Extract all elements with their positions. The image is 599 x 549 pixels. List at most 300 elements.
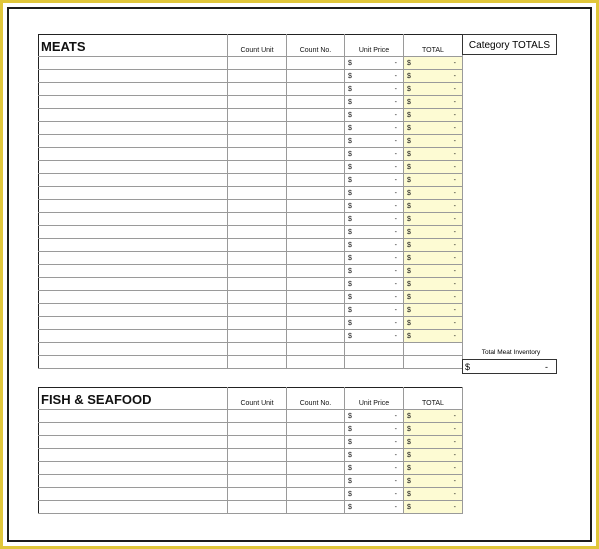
meats-total-cell[interactable] <box>404 83 463 96</box>
fish-total-cell[interactable] <box>404 462 463 475</box>
meats-count-unit-cell[interactable] <box>228 57 287 70</box>
meats-col-total: TOTAL <box>404 35 463 57</box>
currency-symbol: $ <box>348 202 352 210</box>
meats-item-cell[interactable] <box>39 96 228 109</box>
currency-symbol: $ <box>348 293 352 301</box>
meats-total-cell[interactable] <box>404 252 463 265</box>
meats-count-no-cell[interactable] <box>287 252 345 265</box>
meats-count-no-cell[interactable] <box>287 83 345 96</box>
meats-count-no-cell[interactable] <box>287 109 345 122</box>
meats-count-unit-cell[interactable] <box>228 161 287 174</box>
currency-symbol: $ <box>407 59 411 67</box>
fish-total-cell[interactable] <box>404 475 463 488</box>
currency-symbol: $ <box>407 503 411 511</box>
currency-value <box>404 504 462 511</box>
amount-value: - <box>453 306 456 314</box>
amount-value: - <box>453 241 456 249</box>
amount-value: - <box>394 111 397 119</box>
amount-value: - <box>394 425 397 433</box>
meats-unit-price-cell[interactable] <box>345 317 404 330</box>
currency-symbol: $ <box>407 451 411 459</box>
meats-item-cell[interactable] <box>39 304 228 317</box>
fish-unit-price-cell[interactable] <box>345 462 404 475</box>
amount-value: - <box>394 254 397 262</box>
currency-symbol: $ <box>348 85 352 93</box>
meats-unit-price-cell[interactable] <box>345 148 404 161</box>
fish-total-cell[interactable] <box>404 501 463 514</box>
fish-row <box>39 501 463 514</box>
fish-col-total: TOTAL <box>404 388 463 410</box>
fish-item-cell[interactable] <box>39 410 228 423</box>
currency-symbol: $ <box>407 306 411 314</box>
meats-count-no-cell[interactable] <box>287 317 345 330</box>
fish-row <box>39 488 463 501</box>
amount-value: - <box>394 176 397 184</box>
meats-item-cell[interactable] <box>39 200 228 213</box>
fish-count-unit-cell[interactable] <box>228 449 287 462</box>
amount-value: - <box>453 293 456 301</box>
amount-value: - <box>394 464 397 472</box>
currency-value <box>345 190 403 197</box>
meats-item-cell[interactable] <box>39 148 228 161</box>
amount-value: - <box>453 111 456 119</box>
currency-symbol: $ <box>348 438 352 446</box>
currency-symbol: $ <box>348 59 352 67</box>
meats-total-cell[interactable] <box>404 161 463 174</box>
currency-symbol: $ <box>407 280 411 288</box>
fish-count-unit-cell[interactable] <box>228 410 287 423</box>
meats-unit-price-cell[interactable] <box>345 96 404 109</box>
fish-row <box>39 462 463 475</box>
fish-unit-price-cell[interactable] <box>345 488 404 501</box>
fish-count-no-cell[interactable] <box>287 410 345 423</box>
fish-table <box>38 387 463 514</box>
currency-value <box>345 203 403 210</box>
currency-value <box>404 426 462 433</box>
meats-count-no-cell[interactable] <box>287 330 345 343</box>
currency-symbol: $ <box>407 150 411 158</box>
meats-unit-price-cell[interactable] <box>345 161 404 174</box>
currency-value <box>345 294 403 301</box>
fish-count-no-cell[interactable] <box>287 501 345 514</box>
currency-symbol: $ <box>348 451 352 459</box>
meats-count-unit-cell[interactable] <box>228 304 287 317</box>
currency-value <box>404 112 462 119</box>
meats-row <box>39 57 463 70</box>
meats-total-cell[interactable] <box>404 187 463 200</box>
meats-item-cell[interactable] <box>39 291 228 304</box>
meats-col-unit-price: Unit Price <box>345 35 404 57</box>
fish-unit-price-cell[interactable] <box>345 423 404 436</box>
meats-row <box>39 122 463 135</box>
amount-value: - <box>394 98 397 106</box>
amount-value: - <box>394 150 397 158</box>
meats-count-unit-cell[interactable] <box>228 317 287 330</box>
currency-value <box>345 242 403 249</box>
fish-total-cell[interactable] <box>404 488 463 501</box>
meats-unit-price-cell[interactable] <box>345 226 404 239</box>
meats-blank-cell[interactable] <box>287 356 345 369</box>
fish-count-unit-cell[interactable] <box>228 475 287 488</box>
meats-item-cell[interactable] <box>39 122 228 135</box>
meats-count-unit-cell[interactable] <box>228 187 287 200</box>
currency-value <box>345 452 403 459</box>
meats-total-cell[interactable] <box>404 278 463 291</box>
currency-value <box>404 86 462 93</box>
amount-value: - <box>394 241 397 249</box>
meats-blank-cell[interactable] <box>404 356 463 369</box>
meats-count-no-cell[interactable] <box>287 291 345 304</box>
amount-value: - <box>453 412 456 420</box>
currency-value <box>345 86 403 93</box>
meats-count-no-cell[interactable] <box>287 265 345 278</box>
currency-value <box>345 307 403 314</box>
amount-value: - <box>394 451 397 459</box>
meats-count-no-cell[interactable] <box>287 57 345 70</box>
amount-value: - <box>394 124 397 132</box>
meats-count-unit-cell[interactable] <box>228 239 287 252</box>
meats-row <box>39 291 463 304</box>
meats-blank-cell[interactable] <box>228 356 287 369</box>
currency-symbol: $ <box>407 202 411 210</box>
fish-row <box>39 423 463 436</box>
meats-total-cell[interactable] <box>404 122 463 135</box>
currency-symbol: $ <box>407 293 411 301</box>
amount-value: - <box>453 490 456 498</box>
currency-value <box>345 60 403 67</box>
meats-item-cell[interactable] <box>39 161 228 174</box>
meats-row <box>39 226 463 239</box>
meats-col-count-unit: Count Unit <box>228 35 287 57</box>
meats-count-no-cell[interactable] <box>287 70 345 83</box>
meats-total-cell[interactable] <box>404 70 463 83</box>
amount-value: - <box>453 124 456 132</box>
meats-count-unit-cell[interactable] <box>228 265 287 278</box>
amount-value: - <box>394 137 397 145</box>
meats-unit-price-cell[interactable] <box>345 252 404 265</box>
meats-blank-cell[interactable] <box>345 356 404 369</box>
meats-count-no-cell[interactable] <box>287 213 345 226</box>
currency-symbol: $ <box>407 124 411 132</box>
currency-symbol: $ <box>348 111 352 119</box>
meats-unit-price-cell[interactable] <box>345 213 404 226</box>
meats-row <box>39 304 463 317</box>
fish-count-no-cell[interactable] <box>287 462 345 475</box>
meats-count-unit-cell[interactable] <box>228 70 287 83</box>
fish-count-unit-cell[interactable] <box>228 423 287 436</box>
meats-blank-cell[interactable] <box>345 343 404 356</box>
amount-value: - <box>453 98 456 106</box>
amount-value: - <box>394 215 397 223</box>
meats-total-cell[interactable] <box>404 135 463 148</box>
meats-unit-price-cell[interactable] <box>345 278 404 291</box>
meats-total-cell[interactable] <box>404 226 463 239</box>
meats-item-cell[interactable] <box>39 213 228 226</box>
amount-value: - <box>394 59 397 67</box>
meats-blank-cell[interactable] <box>287 343 345 356</box>
currency-symbol: $ <box>348 280 352 288</box>
meats-count-unit-cell[interactable] <box>228 148 287 161</box>
meats-total-cell[interactable] <box>404 109 463 122</box>
meats-unit-price-cell[interactable] <box>345 304 404 317</box>
meats-count-unit-cell[interactable] <box>228 122 287 135</box>
fish-row <box>39 410 463 423</box>
meats-count-unit-cell[interactable] <box>228 252 287 265</box>
fish-total-cell[interactable] <box>404 436 463 449</box>
currency-value <box>404 242 462 249</box>
meats-row <box>39 317 463 330</box>
fish-item-cell[interactable] <box>39 475 228 488</box>
currency-symbol: $ <box>407 241 411 249</box>
amount-value: - <box>394 412 397 420</box>
currency-symbol: $ <box>348 163 352 171</box>
meats-item-cell[interactable] <box>39 252 228 265</box>
meats-item-cell[interactable] <box>39 265 228 278</box>
meats-row <box>39 148 463 161</box>
currency-value <box>404 439 462 446</box>
meats-total-cell[interactable] <box>404 330 463 343</box>
fish-item-cell[interactable] <box>39 462 228 475</box>
fish-item-cell[interactable] <box>39 436 228 449</box>
fish-col-count-unit: Count Unit <box>228 388 287 410</box>
amount-value: - <box>453 332 456 340</box>
meats-unit-price-cell[interactable] <box>345 200 404 213</box>
meats-count-unit-cell[interactable] <box>228 135 287 148</box>
meats-count-unit-cell[interactable] <box>228 96 287 109</box>
meats-total-cell[interactable] <box>404 265 463 278</box>
meats-count-no-cell[interactable] <box>287 278 345 291</box>
meats-total-cell[interactable] <box>404 200 463 213</box>
fish-item-cell[interactable] <box>39 501 228 514</box>
meats-count-no-cell[interactable] <box>287 135 345 148</box>
meats-item-cell[interactable] <box>39 330 228 343</box>
meats-count-unit-cell[interactable] <box>228 200 287 213</box>
meats-item-cell[interactable] <box>39 57 228 70</box>
currency-value <box>345 504 403 511</box>
meats-item-cell[interactable] <box>39 109 228 122</box>
meats-count-no-cell[interactable] <box>287 200 345 213</box>
currency-value <box>404 255 462 262</box>
meats-blank-cell[interactable] <box>404 343 463 356</box>
meats-table <box>38 34 463 369</box>
fish-item-cell[interactable] <box>39 488 228 501</box>
meats-row <box>39 278 463 291</box>
amount-value: - <box>453 176 456 184</box>
amount-value: - <box>453 202 456 210</box>
meats-count-no-cell[interactable] <box>287 239 345 252</box>
meats-row <box>39 265 463 278</box>
meats-count-unit-cell[interactable] <box>228 291 287 304</box>
category-totals-header: Category TOTALS <box>462 34 557 55</box>
meats-count-unit-cell[interactable] <box>228 226 287 239</box>
fish-unit-price-cell[interactable] <box>345 410 404 423</box>
meats-count-no-cell[interactable] <box>287 96 345 109</box>
meats-unit-price-cell[interactable] <box>345 135 404 148</box>
fish-unit-price-cell[interactable] <box>345 475 404 488</box>
meats-count-no-cell[interactable] <box>287 304 345 317</box>
meats-total-cell[interactable] <box>404 213 463 226</box>
meats-unit-price-cell[interactable] <box>345 330 404 343</box>
meats-count-no-cell[interactable] <box>287 161 345 174</box>
meats-count-unit-cell[interactable] <box>228 278 287 291</box>
currency-value <box>345 99 403 106</box>
meats-total-cell[interactable] <box>404 304 463 317</box>
meats-unit-price-cell[interactable] <box>345 57 404 70</box>
currency-value <box>345 177 403 184</box>
fish-header-row <box>39 388 463 410</box>
meats-item-cell[interactable] <box>39 187 228 200</box>
meats-unit-price-cell[interactable] <box>345 187 404 200</box>
meats-count-unit-cell[interactable] <box>228 83 287 96</box>
amount-value: - <box>394 477 397 485</box>
meats-item-cell[interactable] <box>39 239 228 252</box>
amount-value: - <box>394 319 397 327</box>
currency-symbol: $ <box>407 332 411 340</box>
fish-item-cell[interactable] <box>39 423 228 436</box>
fish-count-unit-cell[interactable] <box>228 501 287 514</box>
meats-item-cell[interactable] <box>39 278 228 291</box>
currency-symbol: $ <box>407 412 411 420</box>
fish-count-no-cell[interactable] <box>287 423 345 436</box>
currency-symbol: $ <box>348 176 352 184</box>
meats-unit-price-cell[interactable] <box>345 109 404 122</box>
meats-row <box>39 70 463 83</box>
fish-unit-price-cell[interactable] <box>345 501 404 514</box>
meats-item-cell[interactable] <box>39 83 228 96</box>
meats-unit-price-cell[interactable] <box>345 265 404 278</box>
currency-value <box>404 73 462 80</box>
amount-value: - <box>394 189 397 197</box>
currency-value <box>404 99 462 106</box>
meats-row <box>39 252 463 265</box>
fish-item-cell[interactable] <box>39 449 228 462</box>
meats-header-row <box>39 35 463 57</box>
currency-symbol: $ <box>407 477 411 485</box>
fish-unit-price-cell[interactable] <box>345 449 404 462</box>
fish-total-cell[interactable] <box>404 423 463 436</box>
currency-symbol: $ <box>348 319 352 327</box>
currency-symbol: $ <box>407 319 411 327</box>
fish-count-unit-cell[interactable] <box>228 488 287 501</box>
amount-value: - <box>394 202 397 210</box>
meats-total-cell[interactable] <box>404 96 463 109</box>
currency-value <box>404 465 462 472</box>
amount-value: - <box>453 85 456 93</box>
meats-col-count-no: Count No. <box>287 35 345 57</box>
meats-unit-price-cell[interactable] <box>345 291 404 304</box>
currency-value <box>345 255 403 262</box>
meats-total-cell[interactable] <box>404 57 463 70</box>
currency-symbol: $ <box>348 72 352 80</box>
currency-value <box>345 426 403 433</box>
currency-symbol: $ <box>348 306 352 314</box>
meats-unit-price-cell[interactable] <box>345 239 404 252</box>
meats-row <box>39 330 463 343</box>
meats-row <box>39 109 463 122</box>
total-meat-inventory-label: Total Meat Inventory <box>481 349 541 356</box>
currency-value <box>404 491 462 498</box>
currency-symbol: $ <box>407 111 411 119</box>
fish-count-no-cell[interactable] <box>287 436 345 449</box>
meats-count-unit-cell[interactable] <box>228 213 287 226</box>
meats-count-no-cell[interactable] <box>287 226 345 239</box>
meats-count-no-cell[interactable] <box>287 122 345 135</box>
meats-item-cell[interactable] <box>39 317 228 330</box>
currency-symbol: $ <box>407 438 411 446</box>
fish-count-no-cell[interactable] <box>287 475 345 488</box>
fish-total-cell[interactable] <box>404 410 463 423</box>
meats-total-cell[interactable] <box>404 239 463 252</box>
meats-item-cell[interactable] <box>39 70 228 83</box>
meats-unit-price-cell[interactable] <box>345 83 404 96</box>
amount-value: - <box>394 490 397 498</box>
meats-blank-cell[interactable] <box>39 356 228 369</box>
total-meat-inventory-cell[interactable] <box>462 359 557 374</box>
fish-row <box>39 475 463 488</box>
meats-blank-cell[interactable] <box>39 343 228 356</box>
currency-symbol: $ <box>407 228 411 236</box>
currency-symbol: $ <box>348 189 352 197</box>
amount-value: - <box>453 477 456 485</box>
currency-symbol: $ <box>407 176 411 184</box>
amount-value: - <box>453 215 456 223</box>
fish-count-unit-cell[interactable] <box>228 462 287 475</box>
currency-symbol: $ <box>407 267 411 275</box>
meats-total-cell[interactable] <box>404 174 463 187</box>
fish-count-no-cell[interactable] <box>287 488 345 501</box>
meats-count-no-cell[interactable] <box>287 187 345 200</box>
currency-symbol: $ <box>348 332 352 340</box>
fish-col-count-no: Count No. <box>287 388 345 410</box>
currency-symbol: $ <box>348 490 352 498</box>
meats-count-unit-cell[interactable] <box>228 330 287 343</box>
currency-value <box>404 60 462 67</box>
meats-blank-cell[interactable] <box>228 343 287 356</box>
currency-value <box>345 413 403 420</box>
currency-value <box>404 307 462 314</box>
currency-symbol: $ <box>348 137 352 145</box>
amount-value: - <box>453 464 456 472</box>
meats-count-unit-cell[interactable] <box>228 109 287 122</box>
meats-unit-price-cell[interactable] <box>345 70 404 83</box>
meats-item-cell[interactable] <box>39 226 228 239</box>
amount-value: - <box>453 280 456 288</box>
meats-count-no-cell[interactable] <box>287 174 345 187</box>
fish-count-unit-cell[interactable] <box>228 436 287 449</box>
meats-item-cell[interactable] <box>39 174 228 187</box>
meats-item-cell[interactable] <box>39 135 228 148</box>
meats-total-cell[interactable] <box>404 291 463 304</box>
currency-value <box>345 439 403 446</box>
fish-unit-price-cell[interactable] <box>345 436 404 449</box>
currency-value <box>404 216 462 223</box>
meats-count-unit-cell[interactable] <box>228 174 287 187</box>
meats-total-cell[interactable] <box>404 317 463 330</box>
currency-value <box>345 216 403 223</box>
currency-symbol: $ <box>407 464 411 472</box>
fish-count-no-cell[interactable] <box>287 449 345 462</box>
currency-value <box>404 478 462 485</box>
currency-symbol: $ <box>348 150 352 158</box>
meats-unit-price-cell[interactable] <box>345 122 404 135</box>
meats-row <box>39 174 463 187</box>
meats-total-cell[interactable] <box>404 148 463 161</box>
meats-count-no-cell[interactable] <box>287 148 345 161</box>
meats-row <box>39 213 463 226</box>
amount-value: - <box>453 163 456 171</box>
meats-unit-price-cell[interactable] <box>345 174 404 187</box>
fish-total-cell[interactable] <box>404 449 463 462</box>
